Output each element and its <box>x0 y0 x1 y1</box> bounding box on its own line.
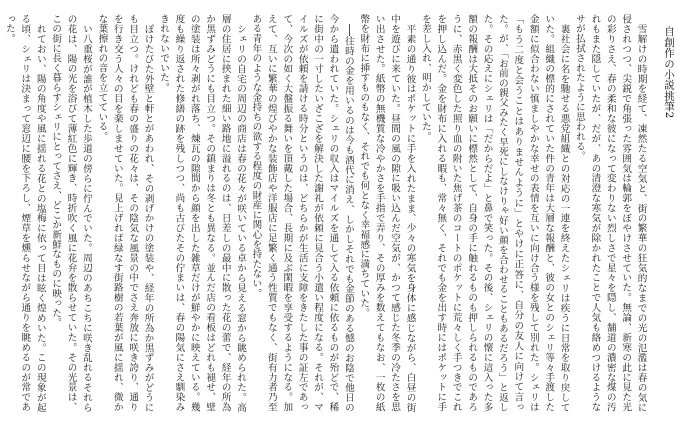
paragraph: 平素の通り彼はポケットに手を入れたまま、少々の寒気を身体に感じながら、白昼の街中を遊びに来ていた。昼間の風の隙に吸い込んだ空気が、かつて感じた冬季の冷たさを思い出させた。紙幣の無機質な冷やかさを手指で弄り、その厚みを数えてもなお、一枚の紙幣を財布に挿すものもなく、それでも何となく幸福感に満ちていた。 <box>358 14 416 412</box>
vertical-text-column <box>3 14 676 412</box>
paragraph: ──往時の金を用いるのは今も酒代に消え、しかしそれでも金節のある憾のお陰で他日の今から遣われていた。シェリの収入はマイルズを通して入る依頼に依るものが殆どで、稀に街中の一寸したいざこざを解決した謝礼が依頼に見合う小遣い程度になる。それが、マイルズが依頼を請ける時分というのは、どちらかが生活に支障をきたした事の証左であって、今次の如く大盤振る舞いを頂戴した場合、長期に及ぶ閑暇を享受するようになる。加えて、互いに繁華の煌びやかな装飾店や洋服店に足繁く通う性質でもなく、街有力者乃至ある青年のような金持ちの欲する程度の財産に関心を持たない。 <box>250 14 354 412</box>
paragraph: 裏社会に名を馳せる悪党組織との対応の一連を終えたシェリは疾うに日常を取り戻していた。組織の標的にされていた件の青年は大層な報酬と、彼の女とのシェリ等々手渡した金額に似合わない慎ましやかな幸せの表情を互いに向け合う様を残して別れた。シェリは「もう二度と会うことはありませんように」とやけに正答に、自分の友人に向けて言った。が、「お前の親父みたく早死にしなけりゃ好い顔を合わせることもあるだろう」と返した。その応えにシェリは「だからだよ」と鼻で笑った。その後、シェリの懐に這入った多額の報酬は大抵そのお願いに標然として、自身の手に触れるものも押しられるものであろうに、赤黒く変色した照り血の附いた焦げ茶のコートのポケットに荒々しく手つきでこれを押し込んだ。金を財布に入れる暇も、常々無く、それでも金を出す時にはポケットに手を差し入れ、明かしていた。 <box>419 14 570 412</box>
paragraph: ぽけたびた外壁と軒とがあわれ、その剥げかけの塗装や、経年の所為か黒ずみがどうにも目立つ。けれども春の盛りの花々は、その陰気な風景の中でさえ奔放に咲き誇り、通りを行き交う人々の目を楽しませていた。見上げれば緑なす街路樹の若葉が風に揺れ、微かな葉擦れの音を立てている。 <box>96 14 154 412</box>
document-title: 自創作の小説挑筆2 <box>663 26 675 119</box>
paragraph: い八重桜が誰が植木した歩道の傍らに佇んでいた。周辺のあちこちに咲き乱れるそれらの花は、陽の光を浴びて薄紅色に輝き、時折吹く風に花弁を散らせていた。その光景は、この街に長く暮らすシェリにとってさえ、どこか新鮮なものに映った。 <box>50 14 92 412</box>
paragraph: 雪解けの時期を経て、凍然たる空気と、街の繁華の狂気的なまでの光の氾濫は春の気に侵されつつ、尖鋭で角張った雰囲気は輪郭をぼやけさせていた。無論、新寒の此に見た光の彩りさえ、春の柔和な彼になって変わりない烈しさで星々を隠し、舗道の濃密な煤の汚れもまた隠していたが、だが、あの清澄な寒気が除かれたことで人気も絡めつけるようなサが払拭されたように思われる。 <box>573 14 647 412</box>
paragraph: れておい、陽の角度や風に揺れる花との塩梅に依って目は眩く煌めいた。この現象が起る頃、シェリは決まって窓辺に腰を下ろし、煙草を燻らせながら通りを眺めるのが常であった。 <box>3 14 46 412</box>
paragraph: シェリの自宅の周辺の商店は春の花々が咲いている卓から見える窓から眺められた。高層の住居に挟まれた細い路地に溢れるのは、日差しの最中に散った花の蕾で、経年の所為か黒ずみどうにも目立つ。その鎮まりは冬とも異なる。並んだ店の看板はどれも褪せ、壁の塗装は所々剥がれ落ち、煉瓦の隙間から顔を出した雑草だけが鮮やかに映えている。幾度も繰り返された修繕の跡を残しつつ、尚も古びたその佇まいは、春の陽気にさえ馴染みきれないでいた。 <box>158 14 247 412</box>
